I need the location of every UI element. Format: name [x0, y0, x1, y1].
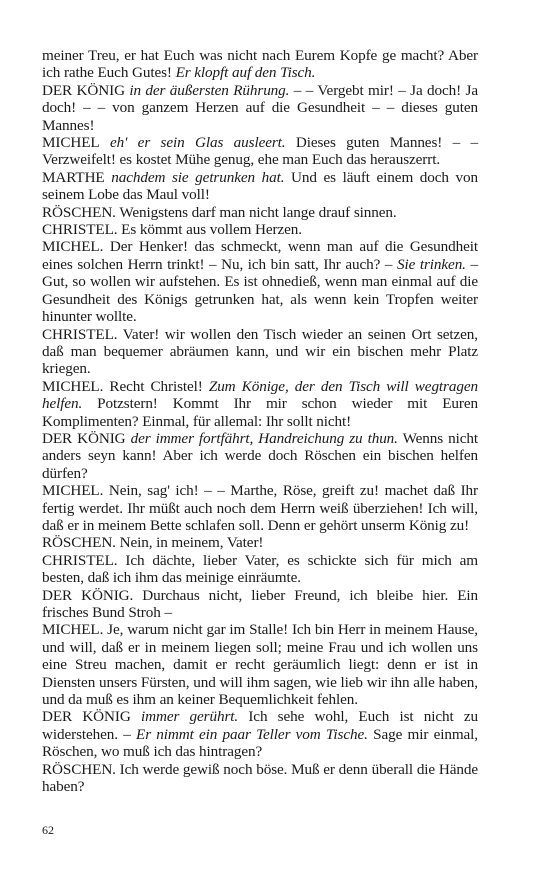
- dialogue-paragraph: [42, 238, 478, 325]
- speech-text: [131, 708, 141, 725]
- speaker-name: CHRISTEL.: [42, 325, 118, 343]
- speaker-name: CHRISTEL.: [42, 221, 118, 239]
- dialogue-paragraph: [42, 430, 478, 482]
- dialogue-paragraph: [42, 204, 478, 221]
- stage-direction: Er nimmt ein paar Teller vom Tische.: [136, 725, 368, 743]
- speech-text: Nein, in meinem, Vater!: [115, 534, 264, 552]
- dialogue-paragraph: [42, 482, 478, 534]
- speaker-name: MICHEL.: [42, 377, 104, 395]
- dialogue-paragraph: [42, 552, 478, 587]
- speech-text: Es kömmt aus vollem Herzen.: [117, 221, 302, 239]
- dialogue-paragraph: [42, 47, 478, 82]
- dialogue-paragraph: [42, 534, 478, 551]
- speech-text: meiner Treu, er hat Euch was nicht nach Eurem Kopfe ge macht? Aber ich rathe Euch Gutes!: [42, 47, 478, 82]
- speaker-name: CHRISTEL.: [42, 551, 118, 569]
- speech-text: Nein, sag' ich! – – Marthe, Röse, greift zu! machet daß Ihr fertig werdet. Ihr müßt auch noch dem Herrn weiß überziehen! Ich will, daß er in meinem Bette schlafen soll. Denn er gehört unserm König zu!: [42, 482, 478, 534]
- dialogue-paragraph: [42, 587, 478, 622]
- dialogue-paragraph: [42, 169, 478, 204]
- speaker-name: MICHEL.: [42, 482, 104, 500]
- speech-text: Je, warum nicht gar im Stalle! Ich bin Herr in meinem Hause, und will, daß er in meinem liegen soll; meine Frau und ich wollen uns eine Streu machen, damit er recht geräumlich liegt: denn er ist in Diensten unsers Fürsten, und will ihm sagen, wie lieb wir ihn alle haben, und da muß es ihm an keiner Bequemlichkeit fehlen.: [42, 621, 478, 709]
- dialogue-paragraph: [42, 708, 478, 760]
- speech-text: Ich dächte, lieber Vater, es schickte sich für mich am besten, daß ich ihm das meinige einräumte.: [42, 551, 478, 587]
- dialogue-paragraph: [42, 134, 478, 169]
- speech-text: Vater! wir wollen den Tisch wieder an seinen Ort setzen, daß man bequemer abräumen kann, und wir ein bischen mehr Platz kriegen.: [42, 325, 478, 378]
- dialogue-paragraph: [42, 378, 478, 430]
- speech-text: Und es läuft einem doch von seinem Lobe das Maul voll!: [42, 168, 478, 204]
- dialogue-text: [42, 47, 478, 795]
- stage-direction: nachdem sie getrunken hat.: [111, 168, 285, 186]
- speech-text: Durchaus nicht, lieber Freund, ich bleibe hier. Ein frisches Bund Stroh –: [42, 586, 478, 621]
- dialogue-paragraph: [42, 326, 478, 378]
- speech-text: Dieses guten Mannes! – – Verzweifelt! es kostet Mühe genug, ehe man Euch das herauszerrt.: [42, 134, 478, 169]
- stage-direction: eh' er sein Glas ausleert.: [110, 134, 286, 152]
- dialogue-paragraph: [42, 621, 478, 708]
- dialogue-paragraph: [42, 82, 478, 134]
- speaker-name: RÖSCHEN.: [42, 760, 116, 778]
- speaker-name: DER KÖNIG.: [42, 586, 134, 604]
- speech-text: Ich sehe wohl, Euch ist nicht zu widerstehen. –: [42, 708, 478, 743]
- dialogue-paragraph: [42, 761, 478, 796]
- stage-direction: der immer fortfährt, Handreichung zu thun.: [130, 429, 398, 447]
- speaker-name: MICHEL.: [42, 621, 104, 639]
- stage-direction: in der äußersten Rührung.: [129, 81, 290, 99]
- speech-text: Potzstern! Kommt Ihr mir schon wieder mit Euren Komplimenten? Einmal, für allemal: Ihr sollt nicht!: [42, 395, 478, 430]
- speaker-name: MICHEL.: [42, 238, 104, 256]
- speech-text: Wenns nicht anders seyn kann! Aber ich werde doch Röschen ein bischen helfen dürfen?: [42, 429, 478, 482]
- stage-direction: Zum Könige, der den Tisch will wegtragen helfen.: [42, 377, 478, 413]
- speaker-name: DER KÖNIG: [42, 81, 125, 99]
- speaker-name: RÖSCHEN.: [42, 203, 116, 221]
- speech-text: – – Vergebt mir! – Ja doch! Ja doch! – – von ganzem Herzen auf die Gesundheit – – dieses guten Mannes!: [42, 81, 478, 134]
- speech-text: [100, 134, 110, 151]
- speaker-name: RÖSCHEN.: [42, 534, 116, 552]
- speaker-name: MICHEL: [42, 134, 100, 152]
- stage-direction: Sie trinken.: [397, 255, 466, 273]
- speaker-name: DER KÖNIG: [42, 429, 126, 447]
- speech-text: – Gut, so wollen wir aufstehen. Es ist ohnedieß, wenn man einmal auf die Gesundheit des Königs getrunken hat, als wenn kein Tropfen weiter hinunter wollte.: [42, 255, 478, 326]
- stage-direction: immer gerührt.: [141, 708, 239, 726]
- speech-text: Recht Christel!: [103, 377, 209, 395]
- speaker-name: DER KÖNIG: [42, 708, 131, 726]
- speech-text: Der Henker! das schmeckt, wenn man auf die Gesundheit eines solchen Herrn trinkt! – Nu, ich bin satt, Ihr auch? –: [42, 238, 478, 273]
- speech-text: Ich werde gewiß noch böse. Muß er denn überall die Hände haben?: [42, 760, 478, 796]
- page-number: 62: [42, 823, 54, 837]
- speaker-name: MARTHE: [42, 168, 105, 186]
- speech-text: Wenigstens darf man nicht lange drauf sinnen.: [115, 203, 397, 221]
- dialogue-paragraph: [42, 221, 478, 238]
- stage-direction: Er klopft auf den Tisch.: [175, 64, 316, 82]
- speech-text: Sage mir einmal, Röschen, wo muß ich das hintragen?: [42, 725, 478, 761]
